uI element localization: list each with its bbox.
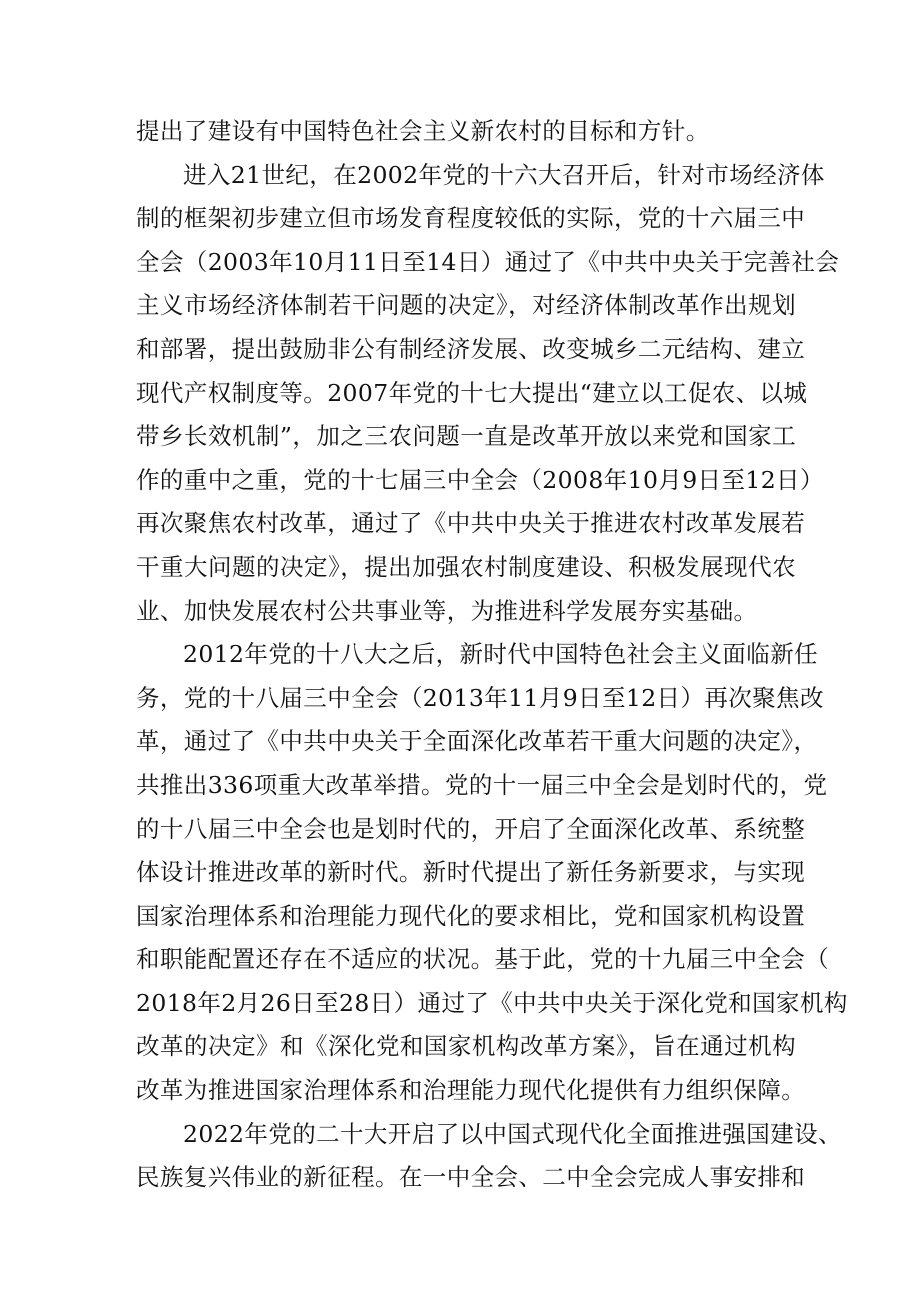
text-line: 现代产权制度等。2007年党的十七大提出“建立以工促农、以城: [136, 378, 808, 407]
text-line: 体设计推进改革的新时代。新时代提出了新任务新要求，与实现: [136, 858, 806, 887]
text-line: 主义市场经济体制若干问题的决定》，对经济体制改革作出规划: [136, 291, 796, 320]
text-line: 作的重中之重，党的十七届三中全会（2008年10月9日至12日）: [136, 465, 824, 494]
text-line: 务，党的十八届三中全会（2013年11月9日至12日）再次聚焦改: [136, 683, 824, 712]
text-line: 民族复兴伟业的新征程。在一中全会、二中全会完成人事安排和: [136, 1163, 806, 1192]
text-line: 革，通过了《中共中央关于全面深化改革若干重大问题的决定》，: [136, 727, 818, 756]
text-line: 的十八届三中全会也是划时代的，开启了全面深化改革、系统整: [136, 814, 806, 843]
text-line: 共推出336项重大改革举措。党的十一届三中全会是划时代的，党: [136, 770, 828, 799]
text-line: 干重大问题的决定》，提出加强农村制度建设、积极发展现代农: [136, 552, 796, 581]
paragraph-start-line: 2012年党的十八大之后，新时代中国特色社会主义面临新任: [183, 640, 819, 669]
text-line: 全会（2003年10月11日至14日）通过了《中共中央关于完善社会: [136, 247, 840, 276]
text-line: 2018年2月26日至28日）通过了《中共中央关于深化党和国家机构: [136, 988, 848, 1017]
text-line: 国家治理体系和治理能力现代化的要求相比，党和国家机构设置: [136, 901, 806, 930]
text-line: 改革的决定》和《深化党和国家机构改革方案》，旨在通过机构: [136, 1032, 796, 1061]
text-line: 改革为推进国家治理体系和治理能力现代化提供有力组织保障。: [136, 1076, 806, 1105]
text-line: 和职能配置还存在不适应的状况。基于此，党的十九届三中全会（: [136, 945, 830, 974]
text-line: 提出了建设有中国特色社会主义新农村的目标和方针。: [136, 117, 710, 145]
paragraph-start-line: 进入21世纪，在2002年党的十六大召开后，针对市场经济体: [183, 160, 825, 189]
text-line: 带乡长效机制”，加之三农问题一直是改革开放以来党和国家工: [136, 422, 796, 451]
body-text: [136, 110, 848, 1200]
text-line: 制的框架初步建立但市场发育程度较低的实际，党的十六届三中: [136, 204, 806, 233]
text-line: 和部署，提出鼓励非公有制经济发展、改变城乡二元结构、建立: [136, 334, 806, 363]
text-line: 业、加快发展农村公共事业等，为推进科学发展夯实基础。: [136, 596, 758, 625]
paragraph-start-line: 2022年党的二十大开启了以中国式现代化全面推进强国建设、: [183, 1119, 842, 1148]
text-line: 再次聚焦农村改革，通过了《中共中央关于推进农村改革发展若: [136, 509, 806, 538]
